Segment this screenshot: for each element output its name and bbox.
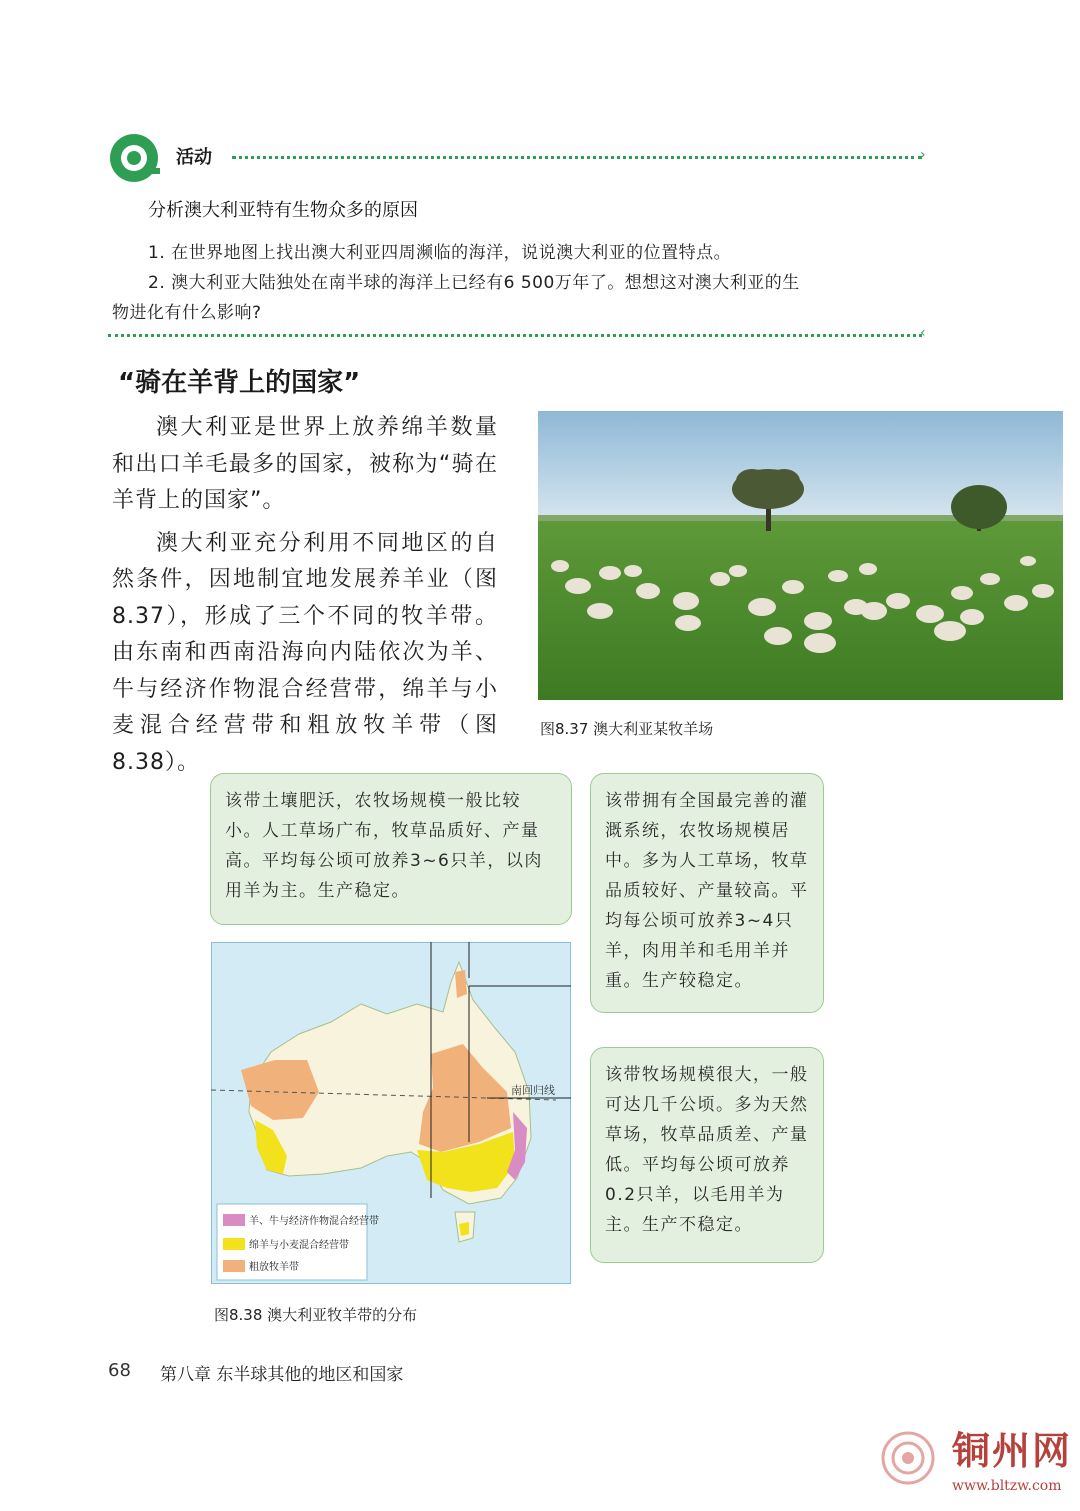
paragraph-2: 澳大利亚充分利用不同地区的自然条件，因地制宜地发展养羊业（图8.37），形成了三个不同的牧羊带。由东南和西南沿海向内陆依次为羊、牛与经济作物混合经营带，绵羊与小麦混合经营带和粗放牧羊带（图8.38）。 (112, 530, 498, 775)
body-text (112, 410, 498, 781)
pastoral-belt-north (455, 970, 467, 998)
activity-item-1: 1. 在世界地图上找出澳大利亚四周濒临的海洋，说说澳大利亚的位置特点。 (148, 243, 732, 263)
figure-38-caption: 图8.38 澳大利亚牧羊带的分布 (214, 1306, 418, 1324)
tropic-label: 南回归线 (511, 1084, 555, 1097)
chapter-title: 第八章 东半球其他的地区和国家 (160, 1365, 404, 1385)
legend-box (217, 1204, 379, 1280)
page-number: 68 (108, 1360, 131, 1381)
watermark-logo-text: 铜州网 (952, 1428, 1073, 1473)
activity-label: 活动 (176, 147, 212, 168)
activity-item-2: 2. 澳大利亚大陆独处在南半球的海洋上已经有6 500万年了。想想这对澳大利亚的生 (148, 273, 800, 293)
callout-wheat-sheep-belt: 该带拥有全国最完善的灌溉系统，农牧场规模居中。多为人工草场，牧草品质较好、产量较高。平均每公顷可放养3~4只羊，肉用羊和毛用羊并重。生产较稳定。 (590, 773, 824, 1013)
legend-wheat-sheep: 绵羊与小麦混合经营带 (249, 1240, 349, 1251)
divider-arrow-icon: › (920, 147, 926, 163)
divider-arrow-icon: ‹ (920, 325, 926, 341)
activity-icon (108, 132, 160, 184)
activity-item-2-cont: 物进化有什么影响? (112, 303, 262, 323)
section-title: “骑在羊背上的国家” (118, 368, 361, 398)
australia-sheep-belt-map (211, 942, 571, 1284)
legend-pastoral: 粗放牧羊带 (249, 1262, 299, 1273)
figure-37-caption: 图8.37 澳大利亚某牧羊场 (540, 720, 714, 738)
activity-top-divider (232, 156, 922, 159)
callout-pastoral-belt: 该带牧场规模很大，一般可达几千公顷。多为天然草场，牧草品质差、产量低。平均每公顷可放养0.2只羊，以毛用羊为主。生产不稳定。 (590, 1047, 824, 1263)
activity-bottom-divider (108, 334, 922, 337)
watermark-seal-icon (880, 1430, 936, 1486)
paragraph-1: 澳大利亚是世界上放养绵羊数量和出口羊毛最多的国家，被称为“骑在羊背上的国家”。 (112, 415, 498, 513)
sheep-pasture-photo (538, 411, 1063, 700)
watermark-url: www.bltzw.com (952, 1478, 1062, 1494)
callout-mixed-crop-belt: 该带土壤肥沃，农牧场规模一般比较小。人工草场广布，牧草品质好、产量高。平均每公顷可放养3~6只羊，以肉用羊为主。生产稳定。 (210, 773, 572, 925)
legend-mixed-crop: 羊、牛与经济作物混合经营带 (249, 1216, 379, 1227)
activity-title: 分析澳大利亚特有生物众多的原因 (148, 200, 418, 221)
